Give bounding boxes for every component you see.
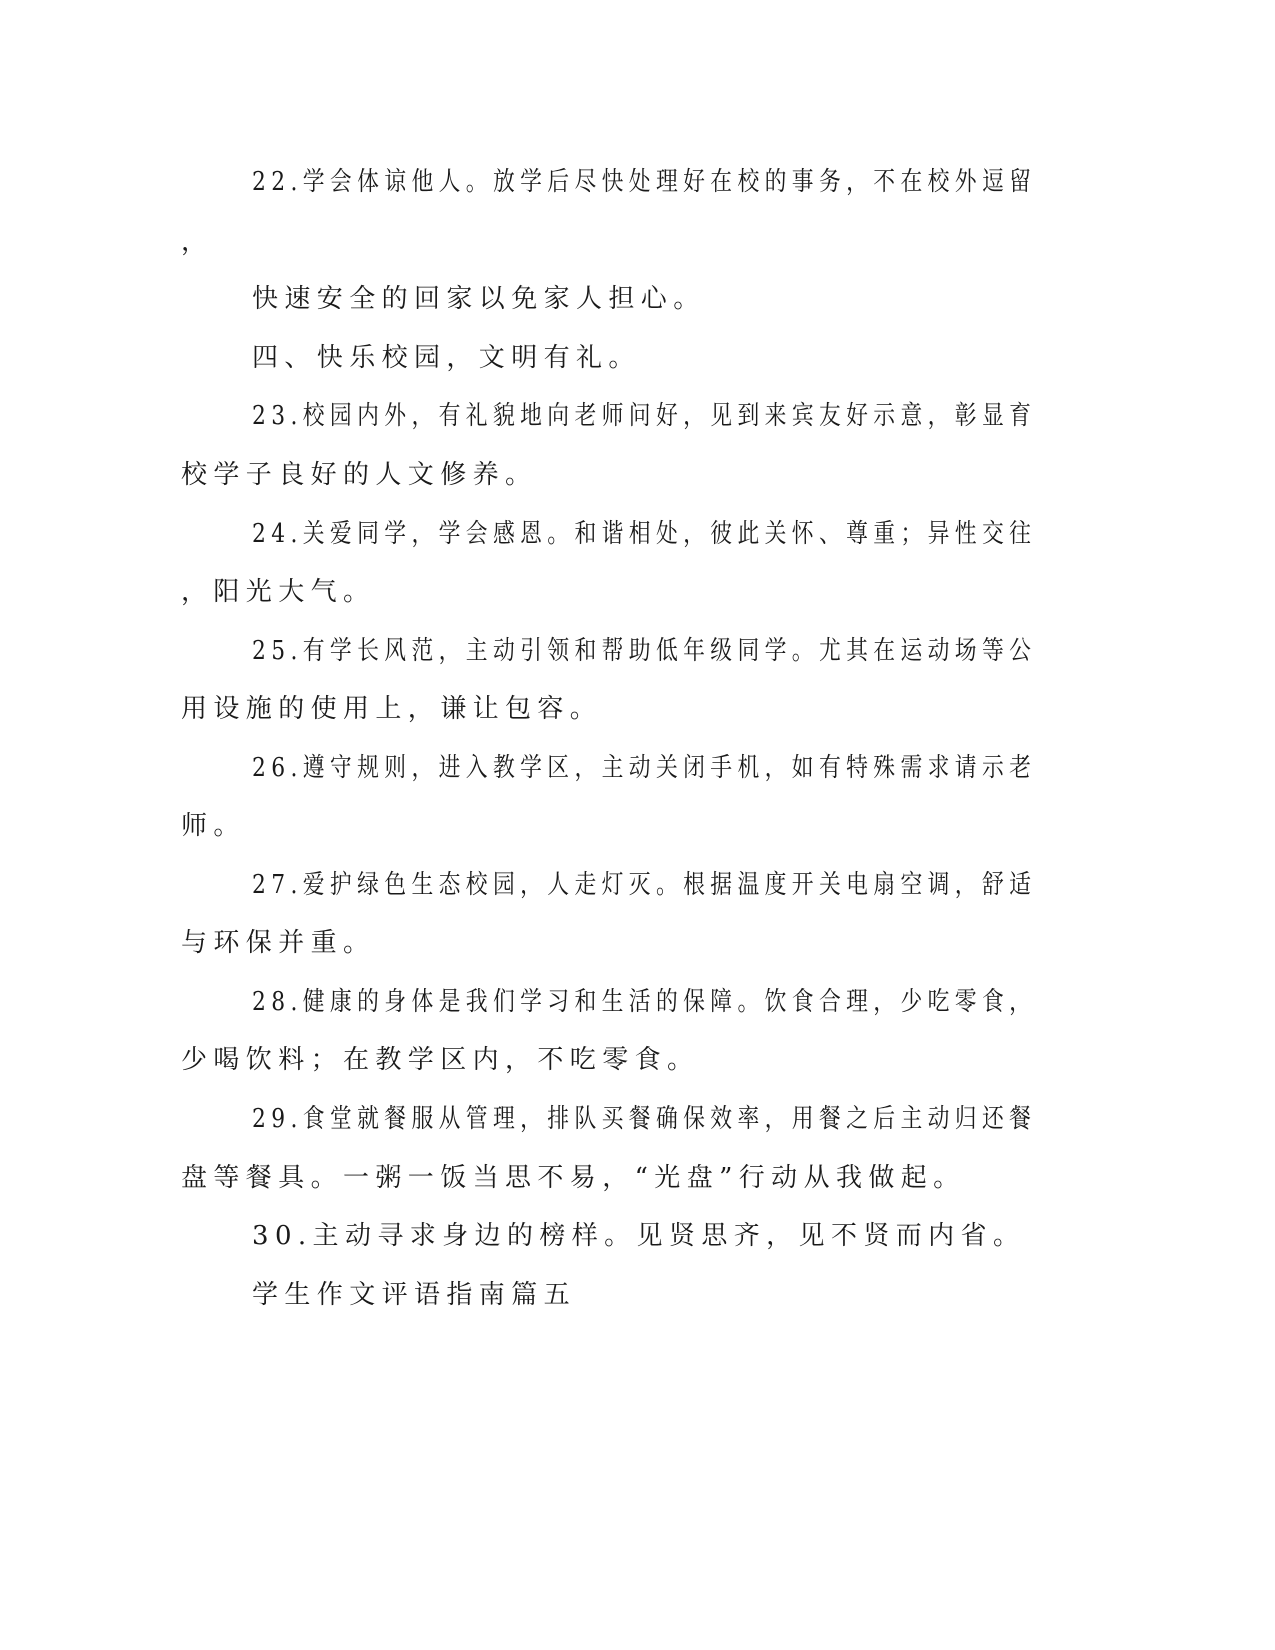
line-text: 28.健康的身体是我们学习和生活的保障。饮食合理，少吃零食， [252, 987, 1037, 1017]
line-text: 校学子良好的人文修养。 [181, 460, 538, 490]
paragraph-line [0, 1216, 1275, 1256]
line-text: 快速安全的回家以免家人担心。 [252, 284, 706, 314]
line-text: 师。 [181, 811, 246, 841]
paragraph-line [0, 923, 1275, 963]
line-text: 与环保并重。 [181, 928, 376, 958]
paragraph-line [0, 162, 1275, 202]
paragraph-line [0, 689, 1275, 729]
line-text: 学生作文评语指南篇五 [252, 1280, 577, 1310]
section-heading [0, 1275, 1275, 1315]
line-text: 24.关爱同学，学会感恩。和谐相处，彼此关怀、尊重；异性交往 [252, 519, 1037, 549]
section-heading [0, 338, 1275, 378]
line-text: 四、快乐校园，文明有礼。 [252, 343, 641, 373]
line-text: 少喝饮料；在教学区内，不吃零食。 [181, 1045, 700, 1075]
line-text: 27.爱护绿色生态校园，人走灯灭。根据温度开关电扇空调，舒适 [252, 870, 1037, 900]
line-text: ， [181, 227, 214, 257]
paragraph-line [0, 1099, 1275, 1139]
line-text: 26.遵守规则，进入教学区，主动关闭手机，如有特殊需求请示老 [252, 753, 1037, 783]
paragraph-line [0, 279, 1275, 319]
paragraph-line [0, 572, 1275, 612]
line-text: 用设施的使用上，谦让包容。 [181, 694, 603, 724]
line-text: 22.学会体谅他人。放学后尽快处理好在校的事务，不在校外逗留 [252, 167, 1037, 197]
line-text: 盘等餐具。一粥一饭当思不易，“光盘”行动从我做起。 [181, 1163, 966, 1193]
line-text: 29.食堂就餐服从管理，排队买餐确保效率，用餐之后主动归还餐 [252, 1104, 1037, 1134]
paragraph-line [0, 514, 1275, 554]
line-text: 25.有学长风范，主动引领和帮助低年级同学。尤其在运动场等公 [252, 636, 1037, 666]
paragraph-line [0, 748, 1275, 788]
paragraph-line [0, 806, 1275, 846]
paragraph-line [0, 396, 1275, 436]
paragraph-line [0, 865, 1275, 905]
line-text: 30.主动寻求身边的榜样。见贤思齐，见不贤而内省。 [252, 1221, 1026, 1251]
line-text: ，阳光大气。 [181, 577, 376, 607]
paragraph-line [0, 631, 1275, 671]
paragraph-line [0, 1040, 1275, 1080]
paragraph-line [0, 222, 1275, 262]
paragraph-line [0, 1158, 1275, 1198]
line-text: 23.校园内外，有礼貌地向老师问好，见到来宾友好示意，彰显育 [252, 401, 1037, 431]
paragraph-line [0, 982, 1275, 1022]
paragraph-line [0, 455, 1275, 495]
